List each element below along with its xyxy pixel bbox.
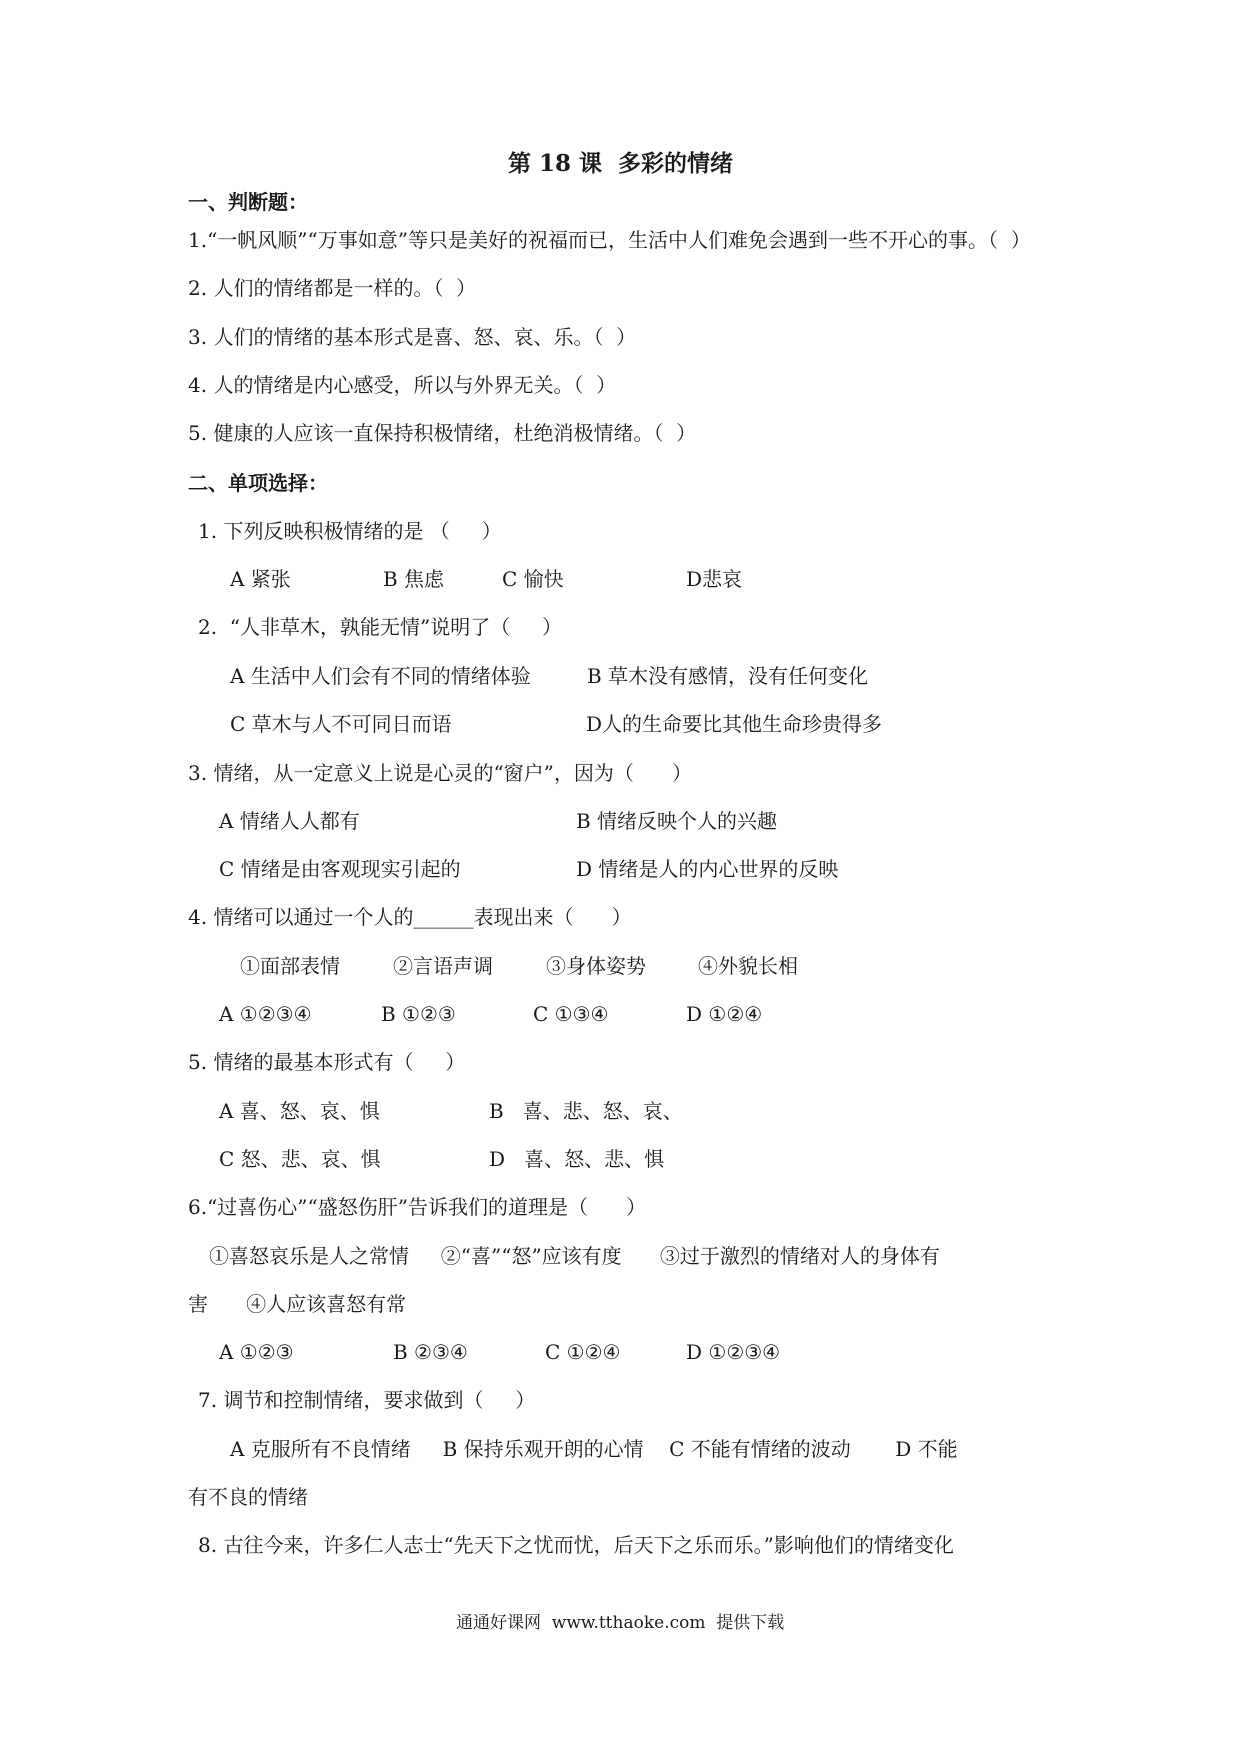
question-2-stem: 2. “人非草木，孰能无情”说明了（ ） [198,615,563,639]
q6-option-a: A ①②③ [219,1340,294,1364]
q1-option-b: B 焦虑 [383,567,445,591]
q1-option-c: C 愉快 [502,567,564,591]
q2-option-c: C 草木与人不可同日而语 [230,712,452,736]
q1-option-d: D悲哀 [686,567,743,591]
q3-option-a: A 情绪人人都有 [219,809,360,833]
q1-option-a: A 紧张 [230,567,291,591]
q6-option-d: D ①②③④ [686,1340,781,1364]
judge-item-3: 3. 人们的情绪的基本形式是喜、怒、哀、乐。（ ） [188,325,637,349]
q4-option-c: C ①③④ [533,1002,609,1026]
page-title: 第 18 课 多彩的情绪 [508,150,734,177]
q4-option-a: A ①②③④ [219,1002,312,1026]
q2-option-a: A 生活中人们会有不同的情绪体验 [230,664,531,688]
question-8-stem: 8. 古往今来，许多仁人志士“先天下之忧而忧，后天下之乐而乐。”影响他们的情绪变化 [198,1533,954,1557]
question-3-stem: 3. 情绪，从一定意义上说是心灵的“窗户”，因为（ ） [188,761,693,785]
q4-sub-3: ③身体姿势 [546,954,646,978]
q2-option-d: D人的生命要比其他生命珍贵得多 [586,712,883,736]
q5-option-b: B 喜、悲、怒、哀、 [489,1099,683,1123]
section-1-heading: 一、判断题： [188,190,308,214]
judge-item-1: 1.“一帆风顺”“万事如意”等只是美好的祝福而已，生活中人们难免会遇到一些不开心的事。（ ） [188,228,1031,252]
q6-statements-line-1: ①喜怒哀乐是人之常情 ②“喜”“怒”应该有度 ③过于激烈的情绪对人的身体有 [209,1244,940,1268]
page-footer: 通通好课网 www.tthaoke.com 提供下载 [456,1613,785,1633]
q4-sub-2: ②言语声调 [393,954,493,978]
q3-option-b: B 情绪反映个人的兴趣 [576,809,778,833]
judge-item-2: 2. 人们的情绪都是一样的。（ ） [188,276,477,300]
judge-item-5: 5. 健康的人应该一直保持积极情绪，杜绝消极情绪。（ ） [188,421,697,445]
q2-option-b: B 草木没有感情，没有任何变化 [587,664,869,688]
q6-option-b: B ②③④ [393,1340,468,1364]
q3-option-c: C 情绪是由客观现实引起的 [219,857,461,881]
q5-option-c: C 怒、悲、哀、惧 [219,1147,381,1171]
question-6-stem: 6.“过喜伤心”“盛怒伤肝”告诉我们的道理是（ ） [188,1195,647,1219]
q5-option-d: D 喜、怒、悲、惧 [489,1147,665,1171]
q3-option-d: D 情绪是人的内心世界的反映 [576,857,839,881]
question-4-stem: 4. 情绪可以通过一个人的______表现出来（ ） [188,905,632,929]
q5-option-a: A 喜、怒、哀、惧 [219,1099,380,1123]
question-7-stem: 7. 调节和控制情绪，要求做到（ ） [198,1388,536,1412]
q6-option-c: C ①②④ [545,1340,621,1364]
judge-item-4: 4. 人的情绪是内心感受，所以与外界无关。（ ） [188,373,617,397]
q7-options-line-1: A 克服所有不良情绪 B 保持乐观开朗的心情 C 不能有情绪的波动 D 不能 [230,1437,958,1461]
section-2-heading: 二、单项选择： [188,471,328,495]
q6-statements-line-2: 害 ④人应该喜怒有常 [188,1292,407,1316]
q4-option-b: B ①②③ [381,1002,456,1026]
q4-sub-1: ①面部表情 [240,954,340,978]
question-5-stem: 5. 情绪的最基本形式有（ ） [188,1050,466,1074]
q4-option-d: D ①②④ [686,1002,763,1026]
q4-sub-4: ④外貌长相 [698,954,798,978]
q7-options-line-2: 有不良的情绪 [188,1485,308,1509]
question-1-stem: 1. 下列反映积极情绪的是 （ ） [198,519,502,543]
